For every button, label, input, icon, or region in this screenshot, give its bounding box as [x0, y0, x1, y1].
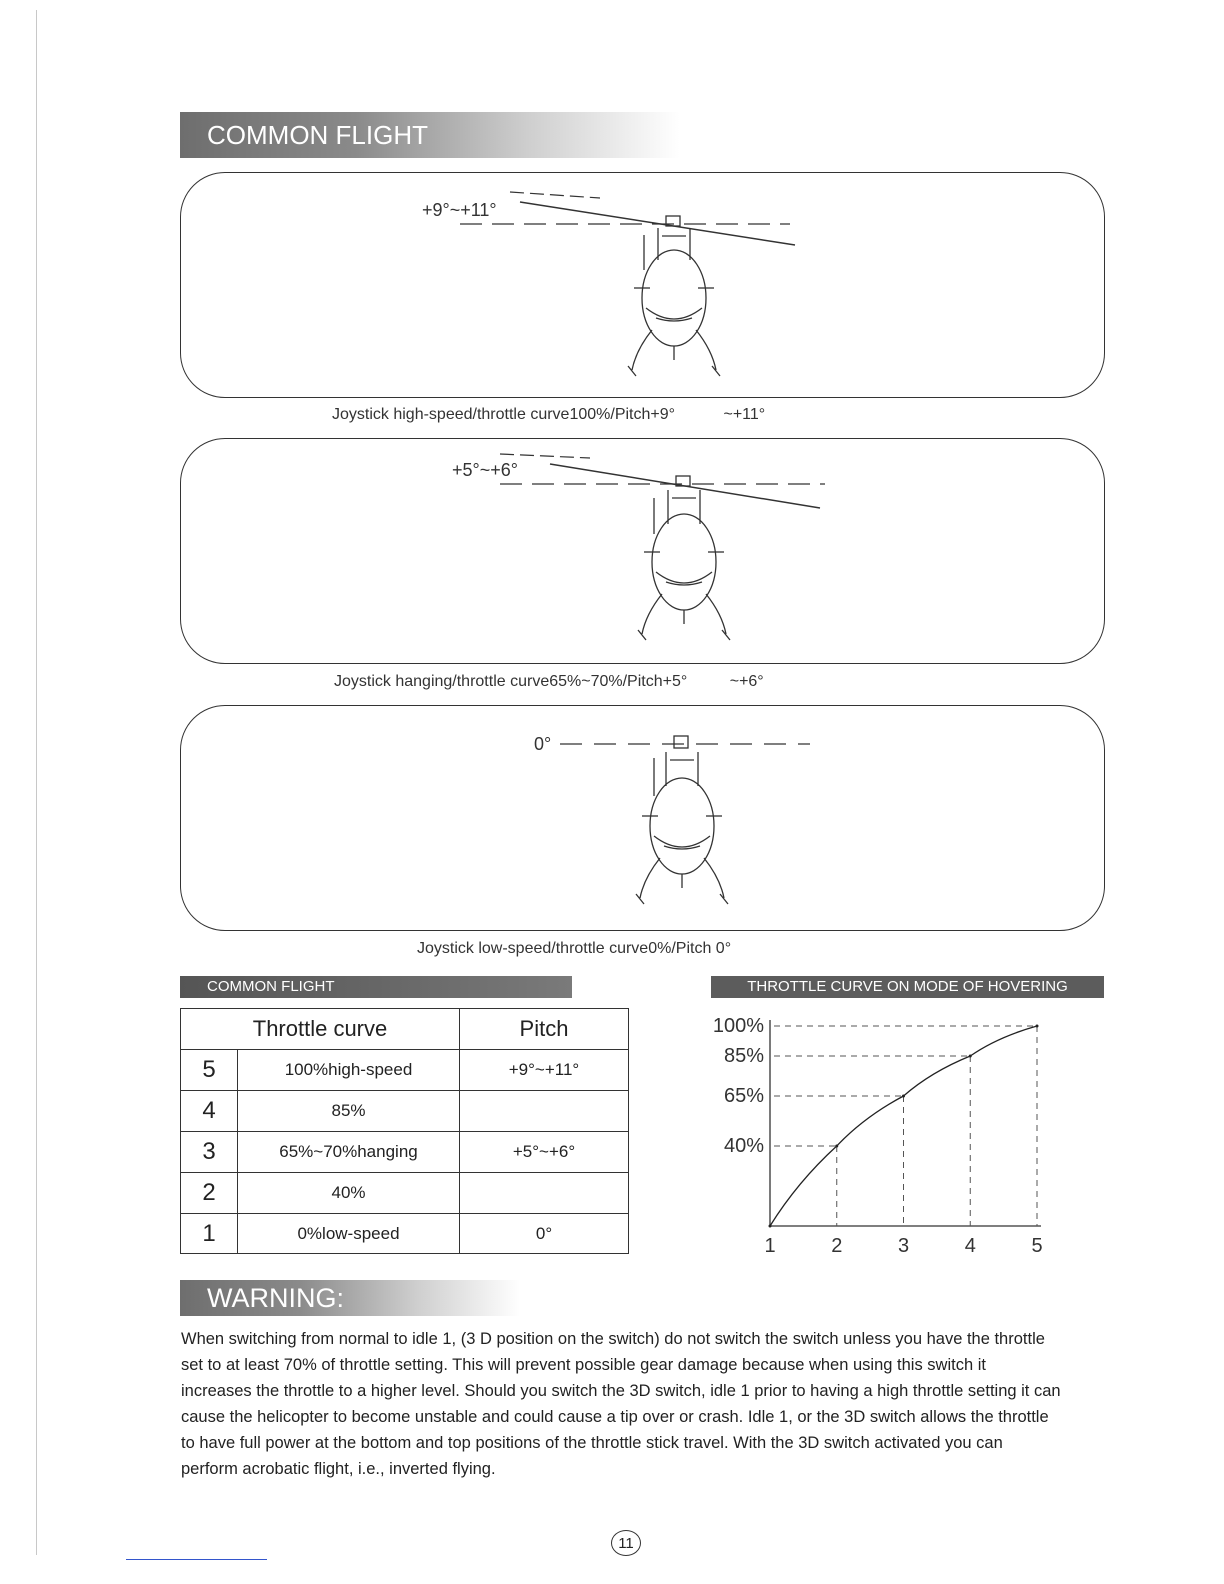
table-row	[181, 1173, 629, 1214]
row-number: 1	[181, 1214, 238, 1254]
footer-line	[126, 1559, 267, 1560]
pitch-value	[460, 1173, 629, 1214]
angle-label: 0°	[534, 734, 552, 754]
pitch-value: +9°~+11°	[460, 1050, 629, 1091]
pitch-value	[460, 1091, 629, 1132]
helicopter-hanging-illustration	[430, 446, 850, 656]
row-number: 3	[181, 1132, 238, 1173]
chart-title: THROTTLE CURVE ON MODE OF HOVERING	[711, 976, 1104, 998]
y-tick-label: 65%	[723, 1085, 764, 1107]
binding-line	[36, 10, 37, 1555]
caption-main: Joystick hanging/throttle curve65%~70%/Pitch+5°	[334, 673, 688, 690]
data-point	[835, 1145, 838, 1148]
helicopter-low-speed-illustration	[520, 714, 820, 924]
throttle-value: 0%low-speed	[238, 1214, 460, 1254]
section-header-common-flight: COMMON FLIGHT	[180, 112, 680, 158]
table-row	[181, 1050, 629, 1091]
throttle-value: 85%	[238, 1091, 460, 1132]
y-tick-label: 85%	[723, 1045, 764, 1067]
data-point	[902, 1095, 905, 1098]
section-header-table: COMMON FLIGHT	[180, 976, 572, 998]
angle-label: +9°~+11°	[422, 200, 497, 220]
warning-header: WARNING:	[180, 1280, 520, 1316]
throttle-value: 100%high-speed	[238, 1050, 460, 1091]
data-point	[1036, 1025, 1039, 1028]
header-pitch: Pitch	[460, 1009, 629, 1050]
throttle-curve-chart	[700, 1008, 1080, 1268]
y-tick-label: 100%	[712, 1015, 764, 1037]
warning-text: When switching from normal to idle 1, (3 D position on the switch) do not switch the switch unless you have the throttle set to at least 70% of throttle setting. This will prevent possible gear damage because when using this switch it increases the throttle to a higher level. Should you switch the 3D switch, idle 1 prior to having a high throttle setting it can cause the helicopter to become unstable and could cause a tip over or crash. Idle 1, or the 3D switch allows the throttle to have full power at the bottom and top positions of the throttle stick travel. With the 3D switch activated you can perform acrobatic flight, i.e., inverted flying.	[181, 1330, 1061, 1478]
row-number: 4	[181, 1091, 238, 1132]
throttle-value: 40%	[238, 1173, 460, 1214]
data-point	[769, 1225, 772, 1228]
table-row	[181, 1091, 629, 1132]
caption-main: Joystick high-speed/throttle curve100%/Pitch+9°	[332, 406, 676, 423]
angle-label: +5°~+6°	[452, 460, 518, 480]
throttle-value: 65%~70%hanging	[238, 1132, 460, 1173]
table-row	[181, 1132, 629, 1173]
x-tick-label: 5	[1031, 1235, 1043, 1257]
throttle-pitch-table	[180, 1008, 629, 1254]
header-throttle-curve: Throttle curve	[181, 1009, 460, 1050]
row-number: 5	[181, 1050, 238, 1091]
x-tick-label: 2	[831, 1235, 843, 1257]
table-row	[181, 1214, 629, 1254]
caption-hanging	[334, 673, 764, 691]
caption-high-speed	[332, 406, 765, 424]
x-tick-label: 4	[964, 1235, 976, 1257]
data-point	[969, 1055, 972, 1058]
x-tick-label: 1	[764, 1235, 776, 1257]
pitch-value: +5°~+6°	[460, 1132, 629, 1173]
caption-main: Joystick low-speed/throttle curve0%/Pitch 0°	[417, 940, 732, 957]
caption-low-speed	[417, 940, 731, 958]
x-tick-label: 3	[897, 1235, 910, 1257]
page-number: 11	[611, 1530, 641, 1556]
caption-tail: ~+11°	[723, 406, 766, 423]
helicopter-high-speed-illustration	[400, 180, 820, 390]
caption-tail: ~+6°	[729, 673, 764, 690]
row-number: 2	[181, 1173, 238, 1214]
pitch-value: 0°	[460, 1214, 629, 1254]
y-tick-label: 40%	[723, 1135, 764, 1157]
